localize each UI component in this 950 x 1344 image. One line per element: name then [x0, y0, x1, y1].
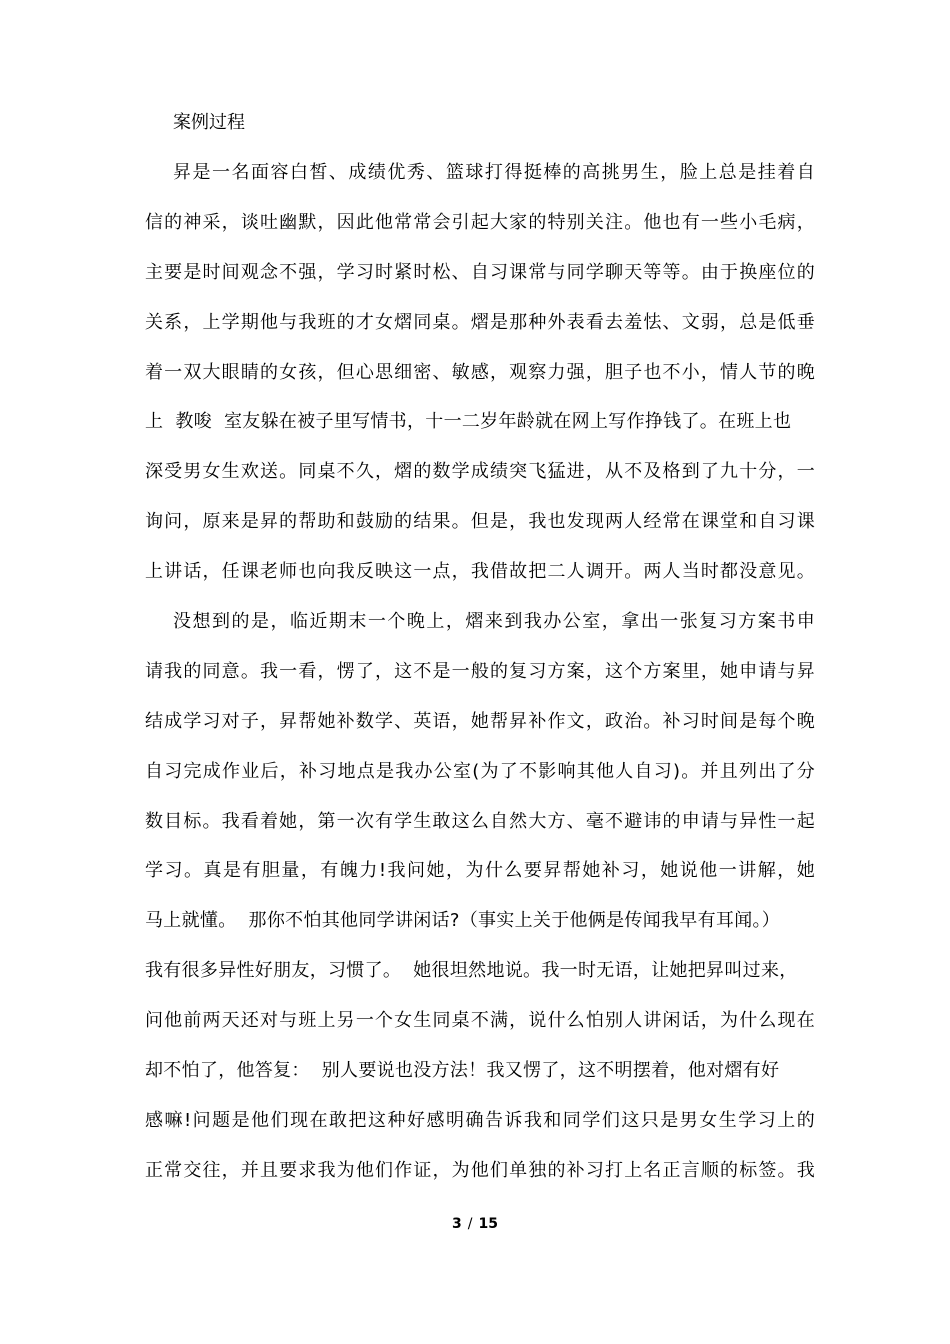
text-line: 询问，原来是昇的帮助和鼓励的结果。但是，我也发现两人经常在课堂和自习课	[145, 511, 815, 533]
total-pages-number: 15	[478, 1216, 498, 1232]
text-line: 数目标。我看着她，第一次有学生敢这么自然大方、毫不避讳的申请与异性一起	[145, 810, 815, 832]
text-line: 着一双大眼睛的女孩，但心思细密、敏感，观察力强，胆子也不小，情人节的晚	[145, 361, 815, 383]
text-line: 自习完成作业后，补习地点是我办公室(为了不影响其他人自习)。并且列出了分	[145, 760, 815, 782]
text-line: 结成学习对子，昇帮她补数学、英语，她帮昇补作文，政治。补习时间是每个晚	[145, 710, 815, 732]
text-line: 上 教唆 室友躲在被子里写情书，十一二岁年龄就在网上写作挣钱了。在班上也	[145, 411, 792, 433]
text-line: 学习。真是有胆量，有魄力!我问她，为什么要昇帮她补习，她说他一讲解，她	[145, 860, 815, 882]
text-line: 问他前两天还对与班上另一个女生同桌不满，说什么怕别人讲闲话，为什么现在	[145, 1010, 815, 1032]
text-line: 昇是一名面容白皙、成绩优秀、篮球打得挺棒的高挑男生，脸上总是挂着自	[173, 162, 815, 183]
section-heading: 案例过程	[173, 112, 245, 133]
text-line: 马上就懂。 那你不怕其他同学讲闲话?（事实上关于他俩是传闻我早有耳闻。）	[145, 910, 781, 932]
current-page-number: 3	[452, 1216, 462, 1232]
text-line: 信的神采，谈吐幽默，因此他常常会引起大家的特别关注。他也有一些小毛病，	[145, 211, 815, 233]
text-line: 深受男女生欢送。同桌不久，熠的数学成绩突飞猛进，从不及格到了九十分，一	[145, 461, 815, 483]
body-text	[145, 155, 815, 1203]
text-line: 感嘛!问题是他们现在敢把这种好感明确告诉我和同学们这只是男女生学习上的	[145, 1109, 815, 1131]
text-line: 关系，上学期他与我班的才女熠同桌。熠是那种外表看去羞怯、文弱，总是低垂	[145, 311, 815, 333]
text-line: 却不怕了，他答复： 别人要说也没方法！我又愣了，这不明摆着，他对熠有好	[145, 1060, 780, 1082]
text-line: 没想到的是，临近期末一个晚上，熠来到我办公室，拿出一张复习方案书申	[173, 611, 815, 633]
page-number	[0, 1212, 950, 1236]
text-line: 正常交往，并且要求我为他们作证，为他们单独的补习打上名正言顺的标签。我	[145, 1159, 815, 1181]
text-line: 请我的同意。我一看，愣了，这不是一般的复习方案，这个方案里，她申请与昇	[145, 660, 815, 682]
page-separator: /	[467, 1216, 473, 1232]
text-line: 上讲话，任课老师也向我反映这一点，我借故把二人调开。两人当时都没意见。	[145, 561, 815, 583]
text-line: 我有很多异性好朋友，习惯了。 她很坦然地说。我一时无语，让她把昇叫过来，	[145, 960, 798, 982]
text-line: 主要是时间观念不强，学习时紧时松、自习课常与同学聊天等等。由于换座位的	[145, 261, 815, 283]
